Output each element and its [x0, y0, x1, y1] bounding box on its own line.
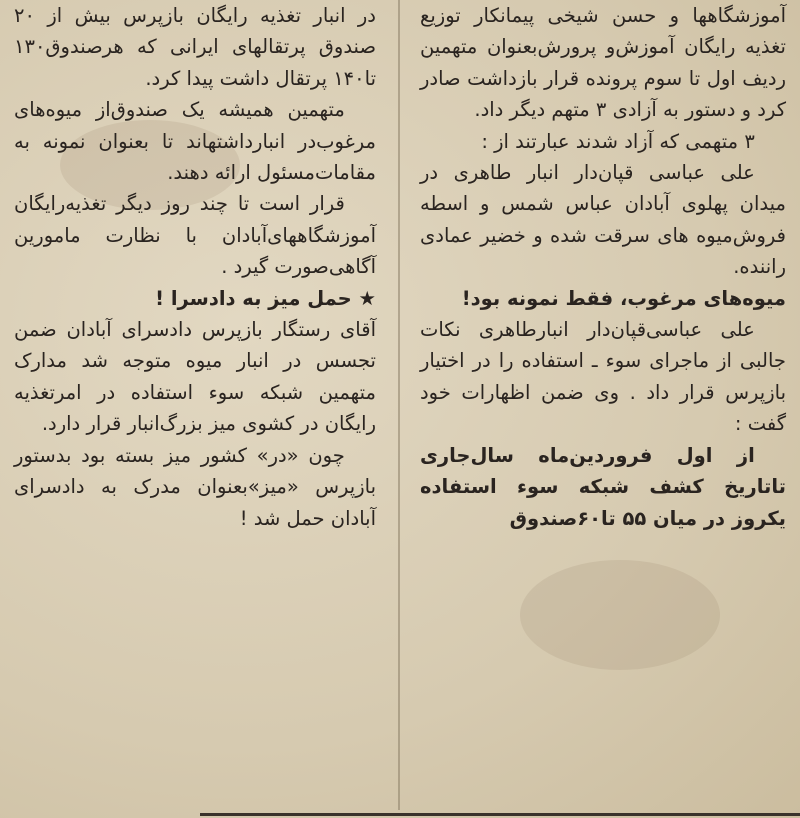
left-paragraph-5: چون «در» کشور میز بسته بود بدستور بازپرس «میز»بعنوان مدرک به دادسرای آبادان حمل شد ! [14, 443, 376, 530]
right-paragraph-2: ۳ متهمی که آزاد شدند عبارتند از : [481, 129, 755, 153]
right-paragraph-4: علی عباسی‌قپان‌دار انبارطاهری نکات جالبی از ماجرای سوء ـ استفاده را در اختیار بازپرس قرار داد . وی ضمن اظهارات خود گفت : [420, 318, 786, 436]
right-column [420, 0, 786, 818]
right-paragraph-1: آموزشگاهها و حسن شیخی پیمانکار توزیع تغذیه رایگان آموزش‌و پرورش‌بعنوان متهمین ردیف اول تا سوم پرونده قرار بازداشت صادر کرد و دستور به آزادی ۳ متهم دیگر داد. [420, 4, 786, 122]
right-paragraph-3: علی عباسی قپان‌دار انبار طاهری در میدان پهلوی آبادان عباس شمس و اسطه فروش‌میوه های سرقت شده و خضیر عمادی راننده. [420, 161, 786, 279]
column-divider [398, 0, 400, 810]
bottom-rule [200, 813, 800, 816]
right-subheading: میوه‌های مرغوب، فقط نمونه بود! [461, 286, 786, 310]
left-paragraph-3: قرار است تا چند روز دیگر تغذیه‌رایگان آموزشگاههای‌آبادان با نظارت مامورین آگاهی‌صورت گیرد . [14, 192, 376, 279]
left-paragraph-1: در انبار تغذیه رایگان بازپرس بیش از ۲۰ صندوق پرتقالهای ایرانی که هرصندوق۱۳۰ تا۱۴۰ پرتقال داشت پیدا کرد. [14, 4, 376, 90]
left-subheading: ★ حمل میز به دادسرا ! [155, 286, 376, 310]
left-paragraph-4: آقای رستگار بازپرس دادسرای آبادان ضمن تجسس در انبار میوه متوجه شد مدارک متهمین شبکه سوء استفاده در امرتغذیه رایگان در کشوی میز بزرگ‌انبار قرار دارد. [14, 318, 376, 436]
left-paragraph-2: متهمین همیشه یک صندوق‌از میوه‌های مرغوب‌در انبارداشتهاند تا بعنوان نمونه به مقامات‌مسئول ارائه دهند. [14, 98, 376, 185]
right-paragraph-5: از اول فروردین‌ماه سال‌جاری تاتاریخ کشف شبکه سوء استفاده یکروز در میان ۵۵ تا۶۰صندوق [420, 443, 786, 530]
left-column [14, 0, 376, 818]
